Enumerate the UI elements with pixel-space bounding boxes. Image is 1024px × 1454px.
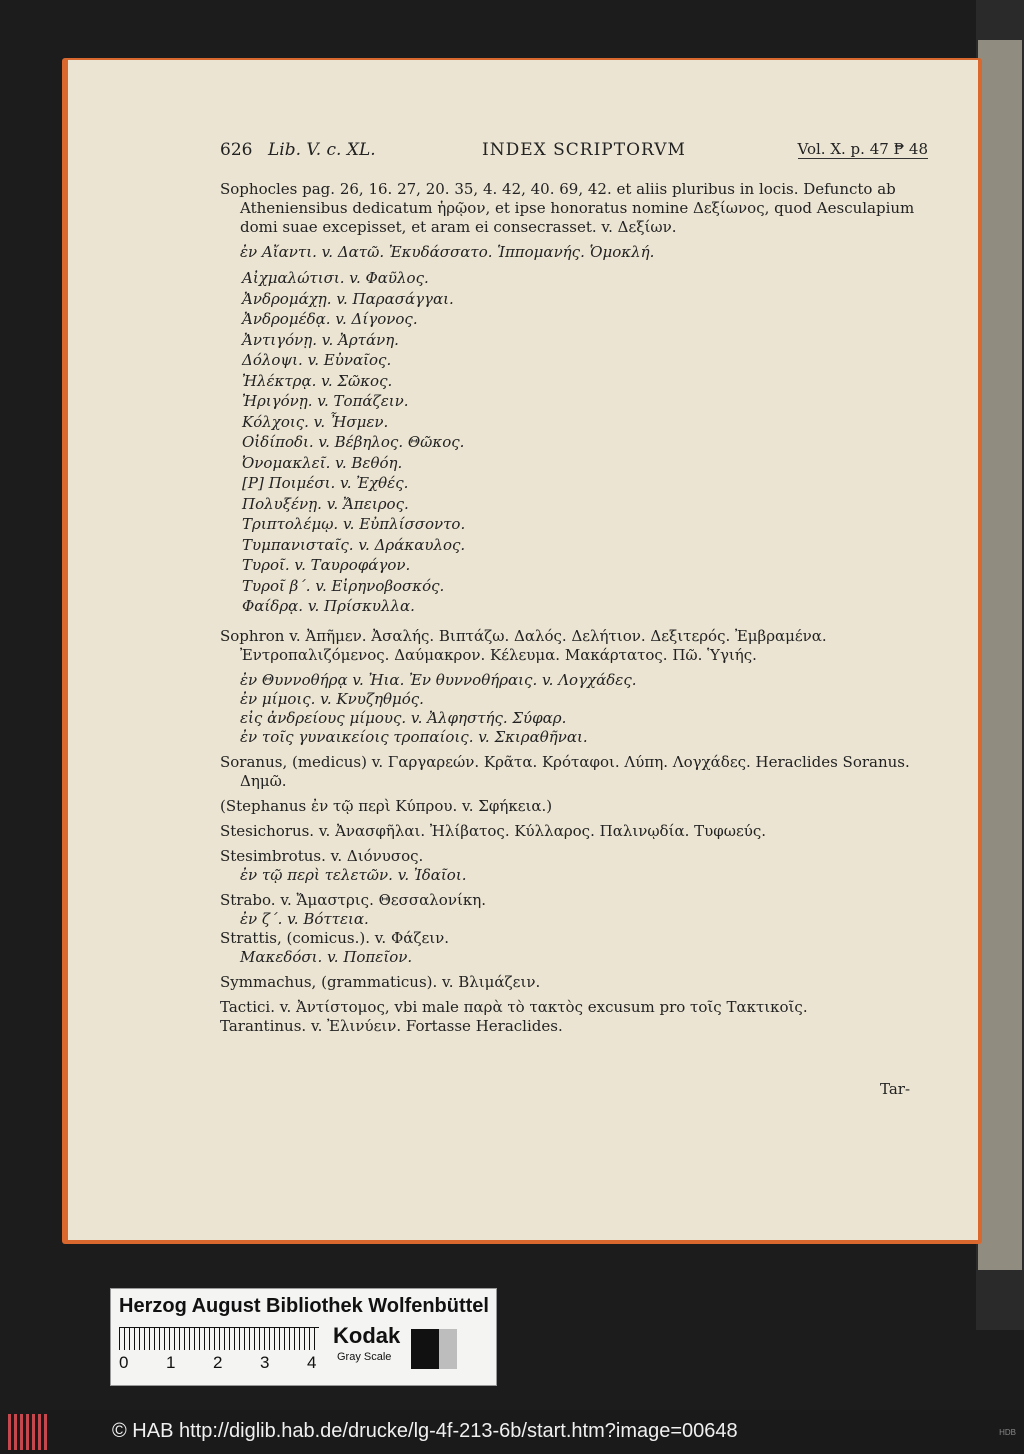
list-item: Κόλχοις. v. Ἦσμεν. (242, 412, 389, 431)
entry-strattis-sub: Μακεδόσι. v. Ποπεῖον. (240, 947, 413, 966)
list-item: Δόλοψι. v. Εὐναῖος. (242, 351, 392, 369)
list-item: [Ρ] Ποιμέσι. v. Ἐχθές. (242, 474, 409, 492)
gray-swatch (439, 1329, 457, 1369)
footer-mark: HDB (999, 1428, 1016, 1437)
index-body (220, 180, 920, 1036)
list-item: Οἰδίποδι. v. Βέβηλος. Θῶκος. (242, 433, 465, 451)
hab-logo-icon (8, 1414, 50, 1450)
adjacent-sheet (978, 40, 1022, 1270)
entry-sophocles-ajax: ἐν Αἴαντι. v. Δατῶ. Ἐκυδάσσατο. Ἱππομανής. Ὁμοκλή. (240, 243, 655, 261)
ruler-number: 4 (307, 1353, 317, 1372)
ruler-number: 3 (260, 1353, 270, 1372)
sophocles-works-list (242, 268, 920, 617)
entry-sophron: Sophron v. Ἀπῆμεν. Ἀσαλής. Βιπτάζω. Δαλός. Δελήτιον. Δεξιτερός. Ἐμβραμένα. Ἐντροπαλιζόμενος. Δαύμακρον. Κέλευμα. Μακάρτατος. Πῶ. Ὑγιής. (220, 626, 827, 664)
entry-sophron-sub: εἰς ἀνδρείους μίμους. v. Ἀλφηστής. Σύφαρ. (240, 708, 567, 727)
list-item: Ἀνδρομέδᾳ. v. Δίγονος. (242, 310, 418, 328)
entry-symmachus: Symmachus, (grammaticus). v. Βλιμάζειν. (220, 972, 541, 991)
entry-sophron-sub: ἐν μίμοις. v. Κνυζηθμός. (240, 689, 424, 708)
entry-stephanus: (Stephanus ἐν τῷ περὶ Κύπρου. v. Σφήκεια.) (220, 796, 553, 815)
entry-stesichorus: Stesichorus. v. Ἀνασφῆλαι. Ἠλίβατος. Κύλλαρος. Παλινῳδία. Τυφωεύς. (220, 821, 767, 840)
entry-stesimbrotus: Stesimbrotus. v. Διόνυσος. (220, 846, 424, 865)
list-item: Τριπτολέμῳ. v. Εὐπλίσσοντο. (242, 515, 466, 533)
library-name: Herzog August Bibliothek Wolfenbüttel (119, 1295, 489, 1317)
adjacent-page-edge (976, 0, 1024, 1330)
list-item: Φαίδρᾳ. v. Πρίσκυλλα. (242, 597, 415, 615)
gray-scale-label: Gray Scale (337, 1351, 392, 1363)
list-item: Πολυξένῃ. v. Ἄπειρος. (242, 494, 409, 513)
kodak-logo: Kodak (333, 1323, 401, 1348)
entry-tactici: Tactici. v. Ἀντίστομος, vbi male παρὰ τὸ τακτὸς excusum pro τοῖς Τακτικοῖς. (220, 997, 808, 1016)
page-number: 626 (220, 140, 253, 160)
entry-sophron-sub: ἐν τοῖς γυναικείοις τροπαίοις. v. Σκιραθῆναι. (240, 727, 588, 746)
list-item: Αἰχμαλώτισι. v. Φαῦλος. (242, 269, 429, 287)
copyright-url[interactable]: © HAB http://diglib.hab.de/drucke/lg-4f-213-6b/start.htm?image=00648 (112, 1420, 738, 1442)
list-item: Ἠλέκτρᾳ. v. Σῶκος. (242, 371, 393, 390)
book-chapter: Lib. V. c. XL. (268, 140, 376, 160)
ruler-number: 0 (119, 1353, 129, 1372)
entry-stesimbrotus-sub: ἐν τῷ περὶ τελετῶν. v. Ἰδαῖοι. (240, 865, 467, 884)
list-item: Ὀνομακλεῖ. v. Βεθόη. (242, 453, 403, 472)
entry-strabo: Strabo. v. Ἄμαστρις. Θεσσαλονίκη. (220, 890, 486, 909)
list-item: Ἀνδρομάχῃ. v. Παρασάγγαι. (242, 289, 454, 308)
list-item: Ἀντιγόνῃ. v. Ἀρτάνη. (242, 330, 399, 349)
entry-strabo-sub: ἐν ζ΄. v. Βόττεια. (240, 909, 369, 928)
running-header (220, 140, 928, 166)
ruler-number: 2 (213, 1353, 223, 1372)
color-calibration-card (110, 1288, 497, 1386)
black-swatch (411, 1329, 439, 1369)
entry-strattis: Strattis, (comicus.). v. Φάζειν. (220, 928, 450, 947)
list-item: Τυμπανισταῖς. v. Δράκαυλος. (242, 535, 466, 554)
page-title: INDEX SCRIPTORVM (482, 140, 686, 160)
ruler-number: 1 (166, 1353, 176, 1372)
entry-tarantinus: Tarantinus. v. Ἐλινύειν. Fortasse Heraclides. (220, 1016, 563, 1035)
entry-sophron-sub: ἐν Θυννοθήρᾳ v. Ἠια. Ἐν θυννοθήραις. v. Λογχάδες. (240, 670, 637, 689)
list-item: Τυροῖ β΄. v. Εἰρηνοβοσκός. (242, 576, 445, 595)
list-item: Ἠριγόνῃ. v. Τοπάζειν. (242, 392, 409, 410)
volume-reference: Vol. X. p. 47 ₱ 48 (797, 140, 928, 158)
entry-soranus: Soranus, (medicus) v. Γαργαρεών. Κρᾶτα. Κρόταφοι. Λύπη. Λογχάδες. Heraclides Soranus. Δημῶ. (220, 752, 910, 790)
ruler-scale (119, 1327, 319, 1350)
list-item: Τυροῖ. v. Ταυροφάγον. (242, 556, 411, 574)
entry-sophocles: Sophocles pag. 26, 16. 27, 20. 35, 4. 42, 40. 69, 42. et aliis pluribus in locis. Defuncto ab Atheniensibus dedicatum ἡρῷον, et ipse honoratus nomine Δεξίωνος, quod Aesculapium domi suae excepisset, et aram ei consecrasset. v. Δεξίων. (220, 180, 915, 236)
catchword: Tar- (880, 1080, 911, 1098)
footer-bar (0, 1410, 1024, 1454)
